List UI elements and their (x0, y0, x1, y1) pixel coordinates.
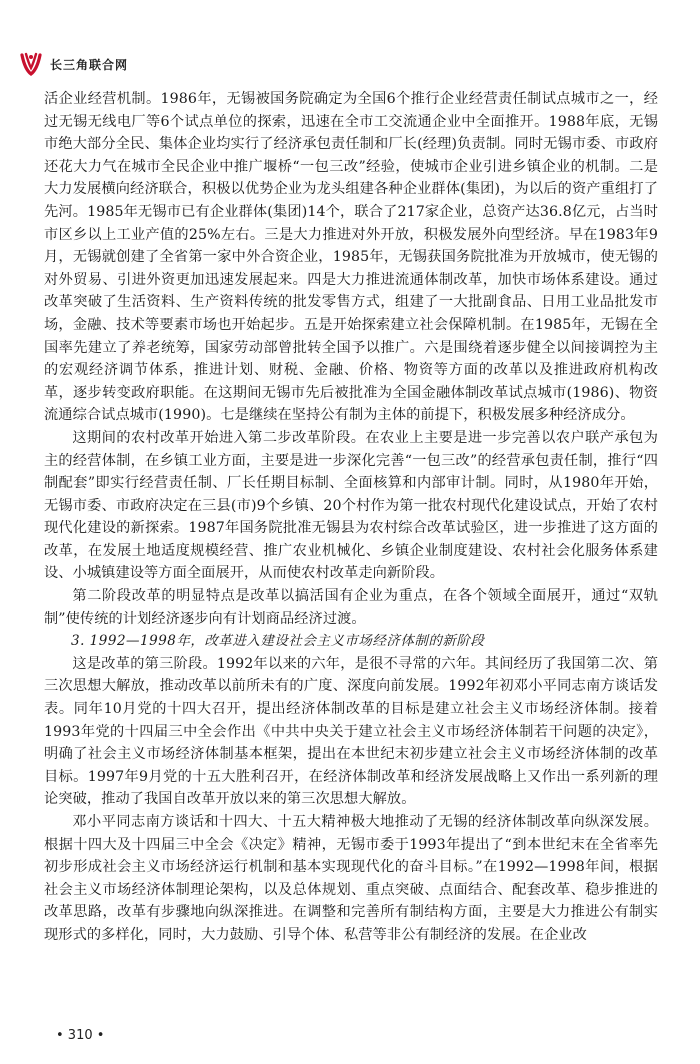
page-number: • 310 • (56, 1028, 105, 1043)
site-name: 长三角联合网 (50, 57, 129, 72)
paragraph-3: 第二阶段改革的明显特点是改革以搞活国有企业为重点，在各个领域全面展开，通过“双轨制”使传统的计划经济逐步向有计划商品经济过渡。 (44, 588, 658, 627)
paragraph-1: 活企业经营机制。1986年，无锡被国务院确定为全国6个推行企业经营责任制试点城市之一，经过无锡无线电厂等6个试点单位的探索，迅速在全市工交流通企业中全面推开。1988年底，无锡市绝大部分全民、集体企业均实行了经济承包责任制和厂长(经理)负责制。同时无锡市委、市政府还花大力气在城市全民企业中推广堰桥“一包三改”经验，使城市企业引进乡镇企业的机制。二是大力发展横向经济联合，积极以优势企业为龙头组建各种企业群体(集团)，为以后的资产重组打了先河。1985年无锡市已有企业群体(集团)14个，联合了217家企业，总资产达36.8亿元，占当时市区乡以上工业产值的25%左右。三是大力推进对外开放，积极发展外向型经济。早在1983年9月，无锡就创建了全省第一家中外合资企业，1985年，无锡获国务院批准为开放城市，使无锡的对外贸易、引进外资更加迅速发展起来。四是大力推进流通体制改革，加快市场体系建设。通过改革突破了生活资料、生产资料传统的批发零售方式，组建了一大批副食品、日用工业品批发市场，金融、技术等要素市场也开始起步。五是开始探索建立社会保障机制。在1985年，无锡在全国率先建立了养老统筹，国家劳动部曾批转全国予以推广。六是围绕着逐步健全以间接调控为主的宏观经济调节体系，推进计划、财税、金融、价格、物资等方面的改革以及推进政府机构改革，逐步转变政府职能。在这期间无锡市先后被批准为全国金融体制改革试点城市(1986)、物资流通综合试点城市(1990)。七是继续在坚持公有制为主体的前提下，积极发展多种经济成分。 (44, 91, 658, 424)
section-heading-3: 3. 1992—1998年，改革进入建设社会主义市场经济体制的新阶段 (71, 633, 485, 650)
ribbon-logo-icon (18, 51, 44, 77)
paragraph-4: 这是改革的第三阶段。1992年以来的六年，是很不寻常的六年。其间经历了我国第二次、第三次思想大解放，推动改革以前所未有的广度、深度向前发展。1992年初邓小平同志南方谈话发表。同年10月党的十四大召开，提出经济体制改革的目标是建立社会主义市场经济体制。接着1993年党的十四届三中全会作出《中共中央关于建立社会主义市场经济体制若干问题的决定》，明确了社会主义市场经济体制基本框架，提出在本世纪末初步建立社会主义市场经济体制的改革目标。1997年9月党的十五大胜利召开，在经济体制改革和经济发展战略上又作出一系列新的理论突破，推动了我国自改革开放以来的第三次思想大解放。 (44, 655, 658, 808)
paragraph-2: 这期间的农村改革开始进入第二步改革阶段。在农业上主要是进一步完善以农户联产承包为主的经营体制，在乡镇工业方面，主要是进一步深化完善“一包三改”的经营承包责任制，推行“四制配套”即实行经营责任制、厂长任期目标制、全面核算和内部审计制。同时，从1980年开始，无锡市委、市政府决定在三县(市)9个乡镇、20个村作为第一批农村现代化建设试点，开始了农村现代化建设的新探索。1987年国务院批准无锡县为农村综合改革试验区，进一步推进了这方面的改革，在发展土地适度规模经营、推广农业机械化、乡镇企业制度建设、农村社会化服务体系建设、小城镇建设等方面全面展开，从而使农村改革走向新阶段。 (44, 429, 658, 582)
paragraph-5: 邓小平同志南方谈话和十四大、十五大精神极大地推动了无锡的经济体制改革向纵深发展。根据十四大及十四届三中全会《决定》精神，无锡市委于1993年提出了“到本世纪末在全省率先初步形成社会主义市场经济运行机制和基本实现现代化的奋斗目标。”在1992—1998年间，根据社会主义市场经济体制理论架构，以及总体规划、重点突破、点面结合、配套改革、稳步推进的改革思路，改革有步骤地向纵深推进。在调整和完善所有制结构方面，主要是大力推进公有制实现形式的多样化，同时，大力鼓励、引导个体、私营等非公有制经济的发展。在企业改 (44, 814, 658, 943)
document-body (44, 88, 658, 947)
site-header (18, 50, 128, 78)
